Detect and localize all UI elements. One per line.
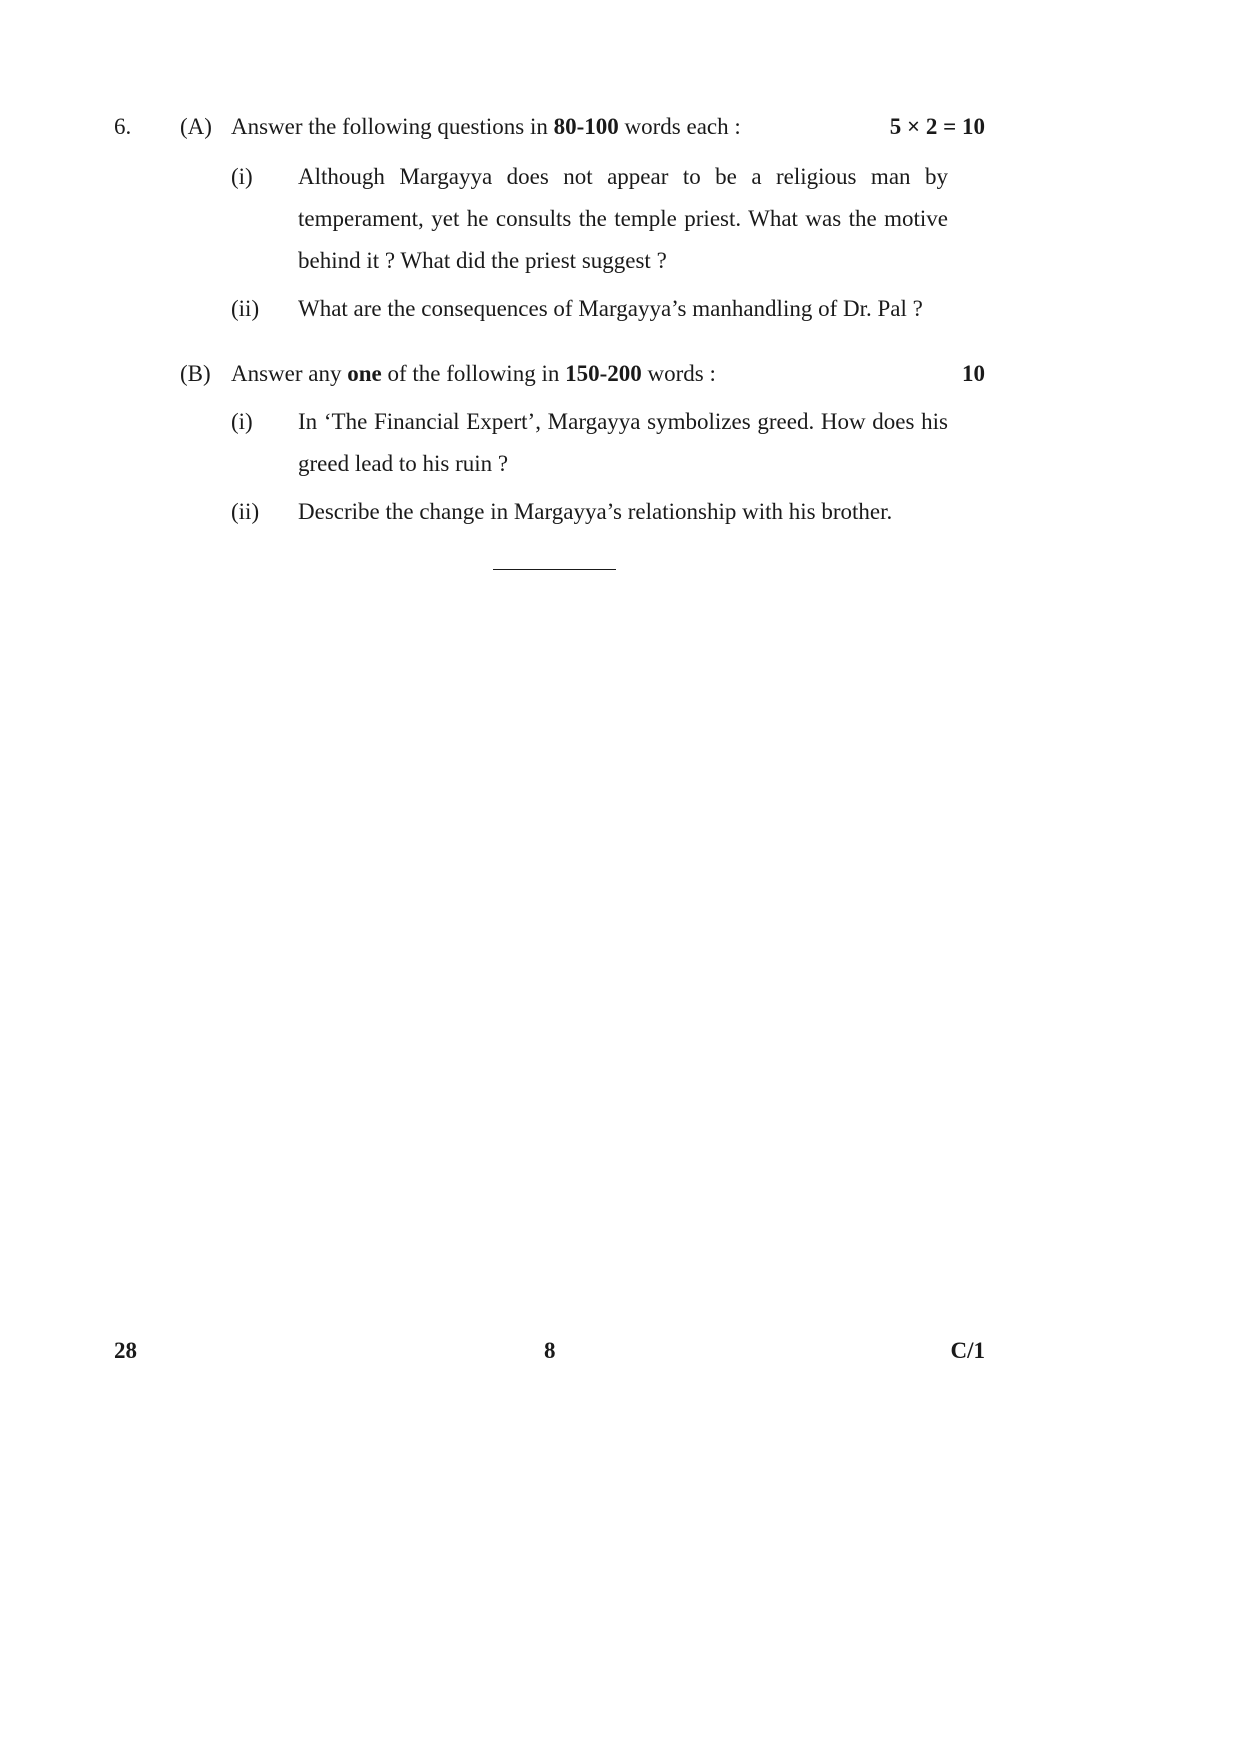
part-a-item-2-label: (ii) [231, 296, 260, 321]
footer-page-number: 8 [544, 1338, 556, 1363]
footer-code-left: 28 [114, 1338, 137, 1363]
part-b-item-2-line-1: Describe the change in Margayya’s relationship with his brother. [298, 499, 893, 524]
part-a-item-1-label: (i) [231, 164, 253, 189]
part-b-instruction-mid: of the following in [381, 361, 566, 386]
part-b-instruction [231, 361, 716, 387]
part-b-instruction-pre: Answer any [231, 361, 348, 386]
part-a-item-1-line-1: Although Margayya does not appear to be a religious man by [298, 164, 948, 189]
part-b-item-2-label: (ii) [231, 499, 260, 524]
section-end-divider [493, 569, 616, 570]
part-a-item-1-line-3: behind it ? What did the priest suggest ? [298, 248, 667, 273]
part-b-word-range: 150-200 [565, 361, 642, 386]
part-a-instruction [231, 114, 741, 140]
part-a-instruction-post: words each : [618, 114, 741, 139]
part-a-label: (A) [180, 114, 212, 139]
part-b-instruction-post: words : [641, 361, 716, 386]
part-a-instruction-pre: Answer the following questions in [231, 114, 554, 139]
part-a-item-1-line-2: temperament, yet he consults the temple priest. What was the motive [298, 206, 948, 231]
part-b-item-1-line-2: greed lead to his ruin ? [298, 451, 509, 476]
footer-code-right: C/1 [950, 1338, 985, 1363]
part-b-item-1-label: (i) [231, 409, 253, 434]
part-a-marks: 5 × 2 = 10 [889, 114, 985, 139]
part-a-item-2-line-1: What are the consequences of Margayya’s manhandling of Dr. Pal ? [298, 296, 923, 321]
part-b-marks: 10 [962, 361, 985, 386]
question-number: 6. [114, 114, 132, 139]
part-b-choice-count: one [347, 361, 382, 386]
part-b-label: (B) [180, 361, 211, 386]
part-b-item-1-line-1: In ‘The Financial Expert’, Margayya symbolizes greed. How does his [298, 409, 948, 434]
part-a-word-range: 80-100 [553, 114, 619, 139]
